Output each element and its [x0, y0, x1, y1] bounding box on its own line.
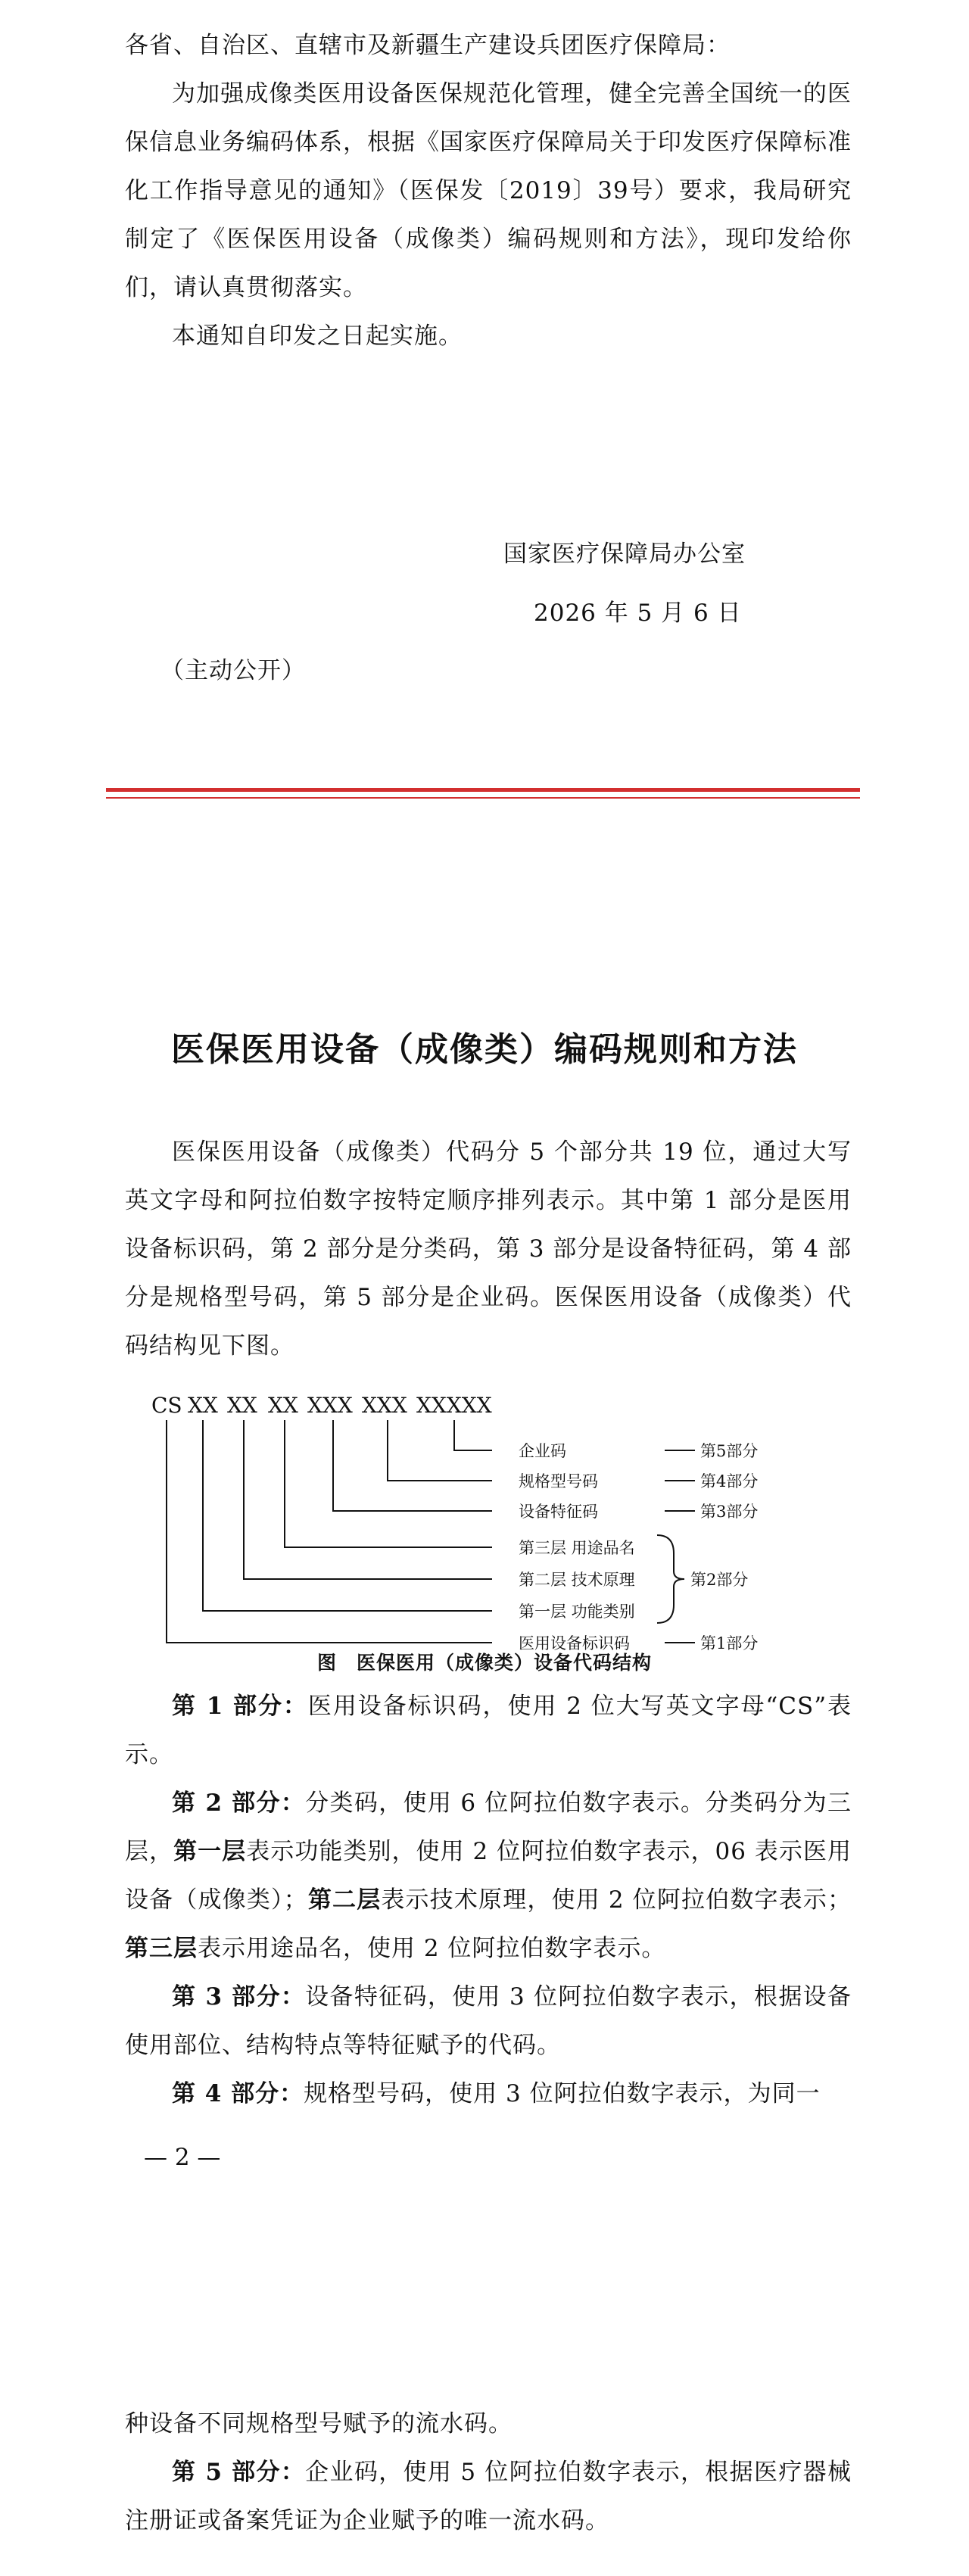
document-title: 医保医用设备（成像类）编码规则和方法: [171, 1030, 798, 1069]
code-cs: CS: [151, 1393, 182, 1418]
intro-paragraph: 医保医用设备（成像类）代码分 5 个部分共 19 位，通过大写英文字母和阿拉伯数字按特定顺序排列表示。其中第 1 部分是医用设备标识码，第 2 部分是分类码，第 3 部分是设备特征码，第 4 部分是规格型号码，第 5 部分是企业码。医保医用设备（成像类）代码结构见下图。: [125, 1138, 852, 1360]
part2-layer3: 第三层: [125, 1935, 198, 1962]
label-spec-model-code: 规格型号码: [519, 1472, 598, 1490]
code-xxx-1: XXX: [307, 1393, 353, 1418]
part2-paragraph: [125, 1779, 852, 1973]
part2-layer1: 第一层: [173, 1838, 247, 1865]
divider-thin: [106, 797, 860, 799]
label-layer2-principle: 第二层 技术原理: [519, 1571, 635, 1589]
label-device-identifier: 医用设备标识码: [519, 1634, 630, 1652]
part4-label: 第 4 部分：: [172, 2080, 304, 2107]
part5-paragraph: [125, 2448, 852, 2545]
part3-text: 设备特征码，使用 3 位阿拉伯数字表示，根据设备使用部位、结构特点等特征赋予的代码。: [125, 1983, 852, 2059]
notice-body: 为加强成像类医用设备医保规范化管理，健全完善全国统一的医保信息业务编码体系，根据《国家医疗保障局关于印发医疗保障标准化工作指导意见的通知》（医保发〔2019〕39号）要求，我局研究制定了《医保医用设备（成像类）编码规则和方法》，现印发给你们，请认真贯彻落实。: [125, 80, 852, 301]
part2-text-d: 表示用途品名，使用 2 位阿拉伯数字表示。: [198, 1935, 666, 1962]
part3-tag: 第3部分: [700, 1503, 759, 1521]
disclosure-label: （主动公开）: [160, 657, 306, 684]
part5-tag: 第5部分: [700, 1442, 759, 1460]
part1-text: 医用设备标识码，使用 2 位大写英文字母“CS”表示。: [125, 1693, 852, 1768]
code-xxxxx: XXXXX: [416, 1393, 492, 1418]
code-xx-2: XX: [227, 1393, 257, 1418]
part2-tag: 第2部分: [690, 1571, 749, 1589]
part1-paragraph: [125, 1682, 852, 1779]
label-enterprise-code: 企业码: [519, 1442, 566, 1460]
part2-text-a: 分类码，使用 6 位阿拉伯数字表示。分类码分为三层，: [125, 1789, 852, 1865]
code-xxx-2: XXX: [362, 1393, 407, 1418]
code-structure-diagram: [0, 1385, 969, 1658]
part4-tag: 第4部分: [700, 1472, 759, 1490]
divider-thick: [106, 788, 860, 792]
part4-paragraph: [125, 2070, 852, 2118]
code-xx-3: XX: [268, 1393, 298, 1418]
part5-label: 第 5 部分：: [172, 2459, 306, 2486]
part1-tag: 第1部分: [700, 1634, 759, 1652]
effective-date-text: 本通知自印发之日起实施。: [172, 322, 463, 350]
part2-text-c: 表示技术原理，使用 2 位阿拉伯数字表示；: [381, 1886, 852, 1914]
label-layer1-function: 第一层 功能类别: [519, 1603, 635, 1621]
page-number: — 2 —: [144, 2144, 221, 2171]
addressee: 各省、自治区、直辖市及新疆生产建设兵团医疗保障局：: [125, 32, 731, 59]
code-xx-1: XX: [188, 1393, 218, 1418]
issuer: 国家医疗保障局办公室: [503, 540, 746, 568]
part2-layer2: 第二层: [307, 1886, 382, 1914]
part2-label: 第 2 部分：: [172, 1789, 306, 1817]
part3-paragraph: [125, 1973, 852, 2070]
part5-text: 企业码，使用 5 位阿拉伯数字表示，根据医疗器械注册证或备案凭证为企业赋予的唯一流水码。: [125, 2459, 852, 2534]
issue-date: 2026 年 5 月 6 日: [534, 600, 742, 627]
part3-label: 第 3 部分：: [172, 1983, 306, 2011]
part1-label: 第 1 部分：: [172, 1693, 308, 1720]
diagram-caption: 图 医保医用（成像类）设备代码结构: [316, 1652, 652, 1674]
label-feature-code: 设备特征码: [519, 1503, 598, 1521]
part4-text: 规格型号码，使用 3 位阿拉伯数字表示，为同一: [304, 2080, 821, 2107]
label-layer3-usage: 第三层 用途品名: [519, 1539, 635, 1557]
part2-text-b: 表示功能类别，使用 2 位阿拉伯数字表示，06 表示医用设备（成像类）；: [125, 1838, 852, 1914]
part4-continuation: 种设备不同规格型号赋予的流水码。: [125, 2410, 513, 2437]
